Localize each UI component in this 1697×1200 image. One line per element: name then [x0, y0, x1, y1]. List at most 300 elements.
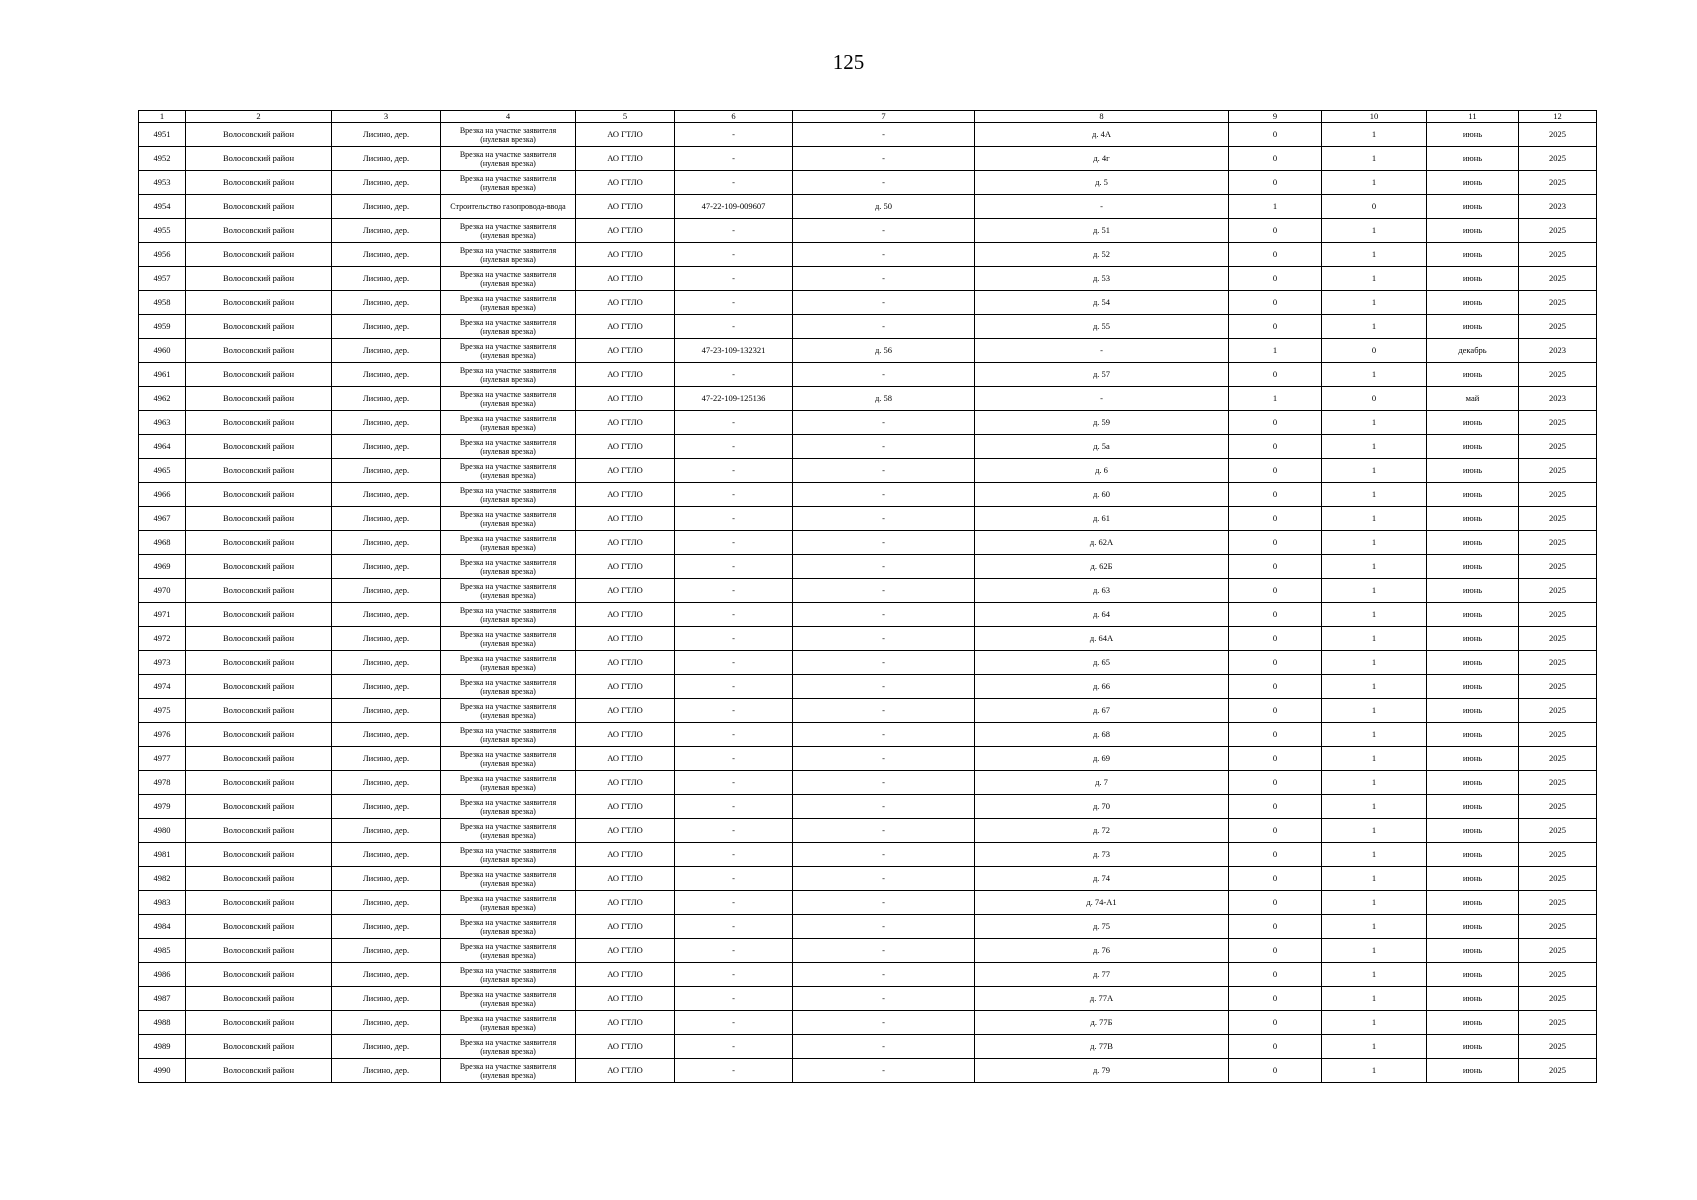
- column-9-cell: 0: [1229, 963, 1322, 987]
- work-type-cell: [441, 963, 576, 987]
- locality-cell: Лисино, дер.: [332, 987, 441, 1011]
- work-type-cell: [441, 555, 576, 579]
- organization-cell: АО ГТЛО: [576, 243, 675, 267]
- organization-cell: АО ГТЛО: [576, 603, 675, 627]
- work-type-line: Врезка на участке заявителя: [459, 389, 557, 399]
- table-row: [139, 243, 1597, 267]
- table-row: [139, 915, 1597, 939]
- column-9-cell: 1: [1229, 339, 1322, 363]
- work-type-cell: [441, 915, 576, 939]
- locality-cell: Лисино, дер.: [332, 195, 441, 219]
- row-number-cell: 4963: [139, 411, 186, 435]
- column-10-cell: 1: [1322, 771, 1427, 795]
- column-9-cell: 0: [1229, 555, 1322, 579]
- contract-number-cell: -: [675, 699, 793, 723]
- month-cell: июнь: [1427, 1011, 1519, 1035]
- row-number-cell: 4961: [139, 363, 186, 387]
- month-cell: июнь: [1427, 195, 1519, 219]
- column-number: 7: [793, 111, 975, 123]
- month-cell: июнь: [1427, 1059, 1519, 1083]
- column-7-cell: -: [793, 915, 975, 939]
- column-8-cell: д. 64А: [975, 627, 1229, 651]
- column-7-cell: -: [793, 171, 975, 195]
- row-number-cell: 4959: [139, 315, 186, 339]
- table-row: [139, 867, 1597, 891]
- row-number-cell: 4988: [139, 1011, 186, 1035]
- work-type-line: (нулевая врезка): [480, 494, 536, 504]
- district-cell: Волосовский район: [186, 387, 332, 411]
- locality-cell: Лисино, дер.: [332, 315, 441, 339]
- table-row: [139, 963, 1597, 987]
- work-type-line: Врезка на участке заявителя: [459, 653, 557, 663]
- column-10-cell: 1: [1322, 915, 1427, 939]
- column-9-cell: 0: [1229, 123, 1322, 147]
- table-row: [139, 891, 1597, 915]
- contract-number-cell: -: [675, 1035, 793, 1059]
- work-type-line: Врезка на участке заявителя: [459, 677, 557, 687]
- column-7-cell: -: [793, 843, 975, 867]
- year-cell: 2025: [1519, 123, 1597, 147]
- contract-number-cell: -: [675, 171, 793, 195]
- district-cell: Волосовский район: [186, 531, 332, 555]
- column-8-cell: д. 61: [975, 507, 1229, 531]
- contract-number-cell: -: [675, 795, 793, 819]
- organization-cell: АО ГТЛО: [576, 531, 675, 555]
- work-type-line: (нулевая врезка): [480, 350, 536, 360]
- column-10-cell: 1: [1322, 843, 1427, 867]
- column-8-cell: д. 64: [975, 603, 1229, 627]
- column-8-cell: д. 5а: [975, 435, 1229, 459]
- work-type-line: Врезка на участке заявителя: [459, 437, 557, 447]
- column-7-cell: -: [793, 1059, 975, 1083]
- locality-cell: Лисино, дер.: [332, 1035, 441, 1059]
- work-type-cell: [441, 387, 576, 411]
- row-number-cell: 4967: [139, 507, 186, 531]
- contract-number-cell: -: [675, 267, 793, 291]
- locality-cell: Лисино, дер.: [332, 171, 441, 195]
- column-number: 6: [675, 111, 793, 123]
- district-cell: Волосовский район: [186, 915, 332, 939]
- column-number: 9: [1229, 111, 1322, 123]
- table-row: [139, 459, 1597, 483]
- organization-cell: АО ГТЛО: [576, 939, 675, 963]
- contract-number-cell: -: [675, 291, 793, 315]
- work-type-line: Строительство газопровода-ввода: [450, 202, 566, 211]
- work-type-cell: [441, 531, 576, 555]
- page-number: 125: [832, 50, 865, 74]
- locality-cell: Лисино, дер.: [332, 339, 441, 363]
- work-type-cell: [441, 843, 576, 867]
- work-type-line: Врезка на участке заявителя: [459, 845, 557, 855]
- table-row: [139, 1011, 1597, 1035]
- table-row: [139, 531, 1597, 555]
- month-cell: июнь: [1427, 267, 1519, 291]
- work-type-cell: [441, 675, 576, 699]
- month-cell: июнь: [1427, 627, 1519, 651]
- month-cell: июнь: [1427, 891, 1519, 915]
- column-7-cell: -: [793, 123, 975, 147]
- work-type-line: (нулевая врезка): [480, 230, 536, 240]
- organization-cell: АО ГТЛО: [576, 483, 675, 507]
- month-cell: июнь: [1427, 219, 1519, 243]
- table-row: [139, 291, 1597, 315]
- work-type-line: (нулевая врезка): [480, 254, 536, 264]
- column-10-cell: 1: [1322, 651, 1427, 675]
- table-row: [139, 315, 1597, 339]
- organization-cell: АО ГТЛО: [576, 867, 675, 891]
- locality-cell: Лисино, дер.: [332, 1059, 441, 1083]
- work-type-line: (нулевая врезка): [480, 878, 536, 888]
- column-8-cell: д. 70: [975, 795, 1229, 819]
- work-type-cell: [441, 651, 576, 675]
- work-type-line: Врезка на участке заявителя: [459, 365, 557, 375]
- year-cell: 2025: [1519, 771, 1597, 795]
- row-number-cell: 4957: [139, 267, 186, 291]
- table-row: [139, 747, 1597, 771]
- work-type-cell: [441, 123, 576, 147]
- work-type-line: (нулевая врезка): [480, 854, 536, 864]
- table-row: [139, 555, 1597, 579]
- work-type-line: (нулевая врезка): [480, 422, 536, 432]
- work-type-line: Врезка на участке заявителя: [459, 1037, 557, 1047]
- year-cell: 2025: [1519, 435, 1597, 459]
- column-9-cell: 0: [1229, 699, 1322, 723]
- contract-number-cell: -: [675, 627, 793, 651]
- row-number-cell: 4973: [139, 651, 186, 675]
- year-cell: 2025: [1519, 291, 1597, 315]
- work-type-cell: [441, 891, 576, 915]
- column-9-cell: 0: [1229, 411, 1322, 435]
- district-cell: Волосовский район: [186, 651, 332, 675]
- column-8-cell: -: [975, 195, 1229, 219]
- column-10-cell: 1: [1322, 435, 1427, 459]
- contract-number-cell: -: [675, 987, 793, 1011]
- column-7-cell: -: [793, 315, 975, 339]
- month-cell: декабрь: [1427, 339, 1519, 363]
- column-8-cell: д. 52: [975, 243, 1229, 267]
- column-10-cell: 1: [1322, 1011, 1427, 1035]
- year-cell: 2025: [1519, 171, 1597, 195]
- work-type-cell: [441, 987, 576, 1011]
- locality-cell: Лисино, дер.: [332, 867, 441, 891]
- work-type-line: Врезка на участке заявителя: [459, 629, 557, 639]
- year-cell: 2023: [1519, 387, 1597, 411]
- district-cell: Волосовский район: [186, 243, 332, 267]
- column-8-cell: д. 60: [975, 483, 1229, 507]
- organization-cell: АО ГТЛО: [576, 195, 675, 219]
- district-cell: Волосовский район: [186, 483, 332, 507]
- work-type-cell: [441, 603, 576, 627]
- column-8-cell: д. 54: [975, 291, 1229, 315]
- district-cell: Волосовский район: [186, 1035, 332, 1059]
- locality-cell: Лисино, дер.: [332, 219, 441, 243]
- column-10-cell: 1: [1322, 1035, 1427, 1059]
- column-9-cell: 0: [1229, 627, 1322, 651]
- column-10-cell: 1: [1322, 123, 1427, 147]
- locality-cell: Лисино, дер.: [332, 627, 441, 651]
- table-row: [139, 147, 1597, 171]
- contract-number-cell: -: [675, 507, 793, 531]
- column-9-cell: 0: [1229, 507, 1322, 531]
- organization-cell: АО ГТЛО: [576, 723, 675, 747]
- work-type-line: Врезка на участке заявителя: [459, 533, 557, 543]
- work-type-cell: [441, 459, 576, 483]
- row-number-cell: 4968: [139, 531, 186, 555]
- column-10-cell: 1: [1322, 555, 1427, 579]
- column-7-cell: -: [793, 627, 975, 651]
- column-number: 8: [975, 111, 1229, 123]
- work-type-line: (нулевая врезка): [480, 134, 536, 144]
- district-cell: Волосовский район: [186, 795, 332, 819]
- work-type-cell: [441, 1035, 576, 1059]
- column-7-cell: -: [793, 267, 975, 291]
- column-8-cell: д. 65: [975, 651, 1229, 675]
- locality-cell: Лисино, дер.: [332, 483, 441, 507]
- district-cell: Волосовский район: [186, 963, 332, 987]
- column-7-cell: -: [793, 411, 975, 435]
- month-cell: июнь: [1427, 459, 1519, 483]
- column-8-cell: д. 7: [975, 771, 1229, 795]
- month-cell: июнь: [1427, 771, 1519, 795]
- register-body: [139, 111, 1597, 1083]
- district-cell: Волосовский район: [186, 1059, 332, 1083]
- column-8-cell: д. 77А: [975, 987, 1229, 1011]
- district-cell: Волосовский район: [186, 699, 332, 723]
- column-10-cell: 1: [1322, 147, 1427, 171]
- column-10-cell: 1: [1322, 795, 1427, 819]
- column-number: 12: [1519, 111, 1597, 123]
- work-type-line: (нулевая врезка): [480, 638, 536, 648]
- year-cell: 2025: [1519, 723, 1597, 747]
- work-type-line: Врезка на участке заявителя: [459, 173, 557, 183]
- column-number: 5: [576, 111, 675, 123]
- organization-cell: АО ГТЛО: [576, 987, 675, 1011]
- locality-cell: Лисино, дер.: [332, 651, 441, 675]
- locality-cell: Лисино, дер.: [332, 531, 441, 555]
- row-number-cell: 4965: [139, 459, 186, 483]
- month-cell: июнь: [1427, 915, 1519, 939]
- row-number-cell: 4962: [139, 387, 186, 411]
- column-8-cell: д. 4г: [975, 147, 1229, 171]
- column-7-cell: -: [793, 603, 975, 627]
- year-cell: 2025: [1519, 699, 1597, 723]
- work-type-line: Врезка на участке заявителя: [459, 917, 557, 927]
- work-type-line: Врезка на участке заявителя: [459, 269, 557, 279]
- column-9-cell: 0: [1229, 603, 1322, 627]
- contract-number-cell: 47-22-109-009607: [675, 195, 793, 219]
- column-10-cell: 1: [1322, 579, 1427, 603]
- organization-cell: АО ГТЛО: [576, 747, 675, 771]
- work-type-cell: [441, 771, 576, 795]
- row-number-cell: 4984: [139, 915, 186, 939]
- row-number-cell: 4975: [139, 699, 186, 723]
- column-9-cell: 0: [1229, 1011, 1322, 1035]
- column-9-cell: 0: [1229, 1035, 1322, 1059]
- district-cell: Волосовский район: [186, 843, 332, 867]
- table-row: [139, 267, 1597, 291]
- column-7-cell: -: [793, 699, 975, 723]
- work-type-line: (нулевая врезка): [480, 758, 536, 768]
- column-7-cell: -: [793, 675, 975, 699]
- district-cell: Волосовский район: [186, 939, 332, 963]
- district-cell: Волосовский район: [186, 267, 332, 291]
- year-cell: 2025: [1519, 219, 1597, 243]
- table-row: [139, 699, 1597, 723]
- column-10-cell: 1: [1322, 747, 1427, 771]
- organization-cell: АО ГТЛО: [576, 699, 675, 723]
- table-row: [139, 1035, 1597, 1059]
- row-number-cell: 4979: [139, 795, 186, 819]
- year-cell: 2025: [1519, 843, 1597, 867]
- year-cell: 2023: [1519, 195, 1597, 219]
- column-9-cell: 0: [1229, 219, 1322, 243]
- work-type-cell: [441, 795, 576, 819]
- row-number-cell: 4958: [139, 291, 186, 315]
- year-cell: 2025: [1519, 651, 1597, 675]
- row-number-cell: 4956: [139, 243, 186, 267]
- column-10-cell: 1: [1322, 603, 1427, 627]
- column-10-cell: 1: [1322, 963, 1427, 987]
- column-number: 4: [441, 111, 576, 123]
- column-number: 3: [332, 111, 441, 123]
- column-8-cell: д. 77: [975, 963, 1229, 987]
- district-cell: Волосовский район: [186, 411, 332, 435]
- table-row: [139, 675, 1597, 699]
- work-type-line: Врезка на участке заявителя: [459, 245, 557, 255]
- district-cell: Волосовский район: [186, 867, 332, 891]
- column-8-cell: д. 53: [975, 267, 1229, 291]
- organization-cell: АО ГТЛО: [576, 387, 675, 411]
- row-number-cell: 4982: [139, 867, 186, 891]
- month-cell: июнь: [1427, 963, 1519, 987]
- column-10-cell: 1: [1322, 363, 1427, 387]
- month-cell: июнь: [1427, 531, 1519, 555]
- column-8-cell: д. 72: [975, 819, 1229, 843]
- column-10-cell: 1: [1322, 891, 1427, 915]
- table-row: [139, 603, 1597, 627]
- locality-cell: Лисино, дер.: [332, 747, 441, 771]
- column-7-cell: -: [793, 747, 975, 771]
- contract-number-cell: -: [675, 1011, 793, 1035]
- work-type-cell: [441, 435, 576, 459]
- work-type-line: (нулевая врезка): [480, 1070, 536, 1080]
- column-10-cell: 1: [1322, 675, 1427, 699]
- column-7-cell: -: [793, 147, 975, 171]
- year-cell: 2025: [1519, 987, 1597, 1011]
- contract-number-cell: -: [675, 915, 793, 939]
- work-type-line: (нулевая врезка): [480, 470, 536, 480]
- district-cell: Волосовский район: [186, 819, 332, 843]
- month-cell: июнь: [1427, 819, 1519, 843]
- column-number-row: [139, 111, 1597, 123]
- column-9-cell: 0: [1229, 723, 1322, 747]
- column-10-cell: 0: [1322, 339, 1427, 363]
- work-type-line: Врезка на участке заявителя: [459, 1013, 557, 1023]
- organization-cell: АО ГТЛО: [576, 1011, 675, 1035]
- column-10-cell: 1: [1322, 507, 1427, 531]
- year-cell: 2025: [1519, 147, 1597, 171]
- column-9-cell: 0: [1229, 147, 1322, 171]
- district-cell: Волосовский район: [186, 171, 332, 195]
- row-number-cell: 4969: [139, 555, 186, 579]
- locality-cell: Лисино, дер.: [332, 243, 441, 267]
- organization-cell: АО ГТЛО: [576, 267, 675, 291]
- column-number: 11: [1427, 111, 1519, 123]
- work-type-cell: [441, 1059, 576, 1083]
- work-type-line: Врезка на участке заявителя: [459, 965, 557, 975]
- column-8-cell: д. 74: [975, 867, 1229, 891]
- locality-cell: Лисино, дер.: [332, 579, 441, 603]
- contract-number-cell: -: [675, 723, 793, 747]
- row-number-cell: 4983: [139, 891, 186, 915]
- organization-cell: АО ГТЛО: [576, 219, 675, 243]
- year-cell: 2025: [1519, 819, 1597, 843]
- work-type-line: Врезка на участке заявителя: [459, 1061, 557, 1071]
- table-row: [139, 507, 1597, 531]
- work-type-cell: [441, 819, 576, 843]
- column-9-cell: 0: [1229, 435, 1322, 459]
- column-7-cell: -: [793, 219, 975, 243]
- district-cell: Волосовский район: [186, 579, 332, 603]
- year-cell: 2025: [1519, 411, 1597, 435]
- row-number-cell: 4980: [139, 819, 186, 843]
- work-type-line: Врезка на участке заявителя: [459, 869, 557, 879]
- work-type-line: (нулевая врезка): [480, 326, 536, 336]
- month-cell: июнь: [1427, 603, 1519, 627]
- row-number-cell: 4955: [139, 219, 186, 243]
- month-cell: июнь: [1427, 555, 1519, 579]
- column-10-cell: 1: [1322, 867, 1427, 891]
- contract-number-cell: -: [675, 939, 793, 963]
- column-10-cell: 1: [1322, 459, 1427, 483]
- column-10-cell: 1: [1322, 627, 1427, 651]
- column-8-cell: д. 6: [975, 459, 1229, 483]
- column-7-cell: д. 56: [793, 339, 975, 363]
- month-cell: июнь: [1427, 243, 1519, 267]
- organization-cell: АО ГТЛО: [576, 363, 675, 387]
- district-cell: Волосовский район: [186, 675, 332, 699]
- district-cell: Волосовский район: [186, 1011, 332, 1035]
- row-number-cell: 4986: [139, 963, 186, 987]
- work-type-line: Врезка на участке заявителя: [459, 149, 557, 159]
- district-cell: Волосовский район: [186, 747, 332, 771]
- work-type-cell: [441, 243, 576, 267]
- work-type-line: (нулевая врезка): [480, 446, 536, 456]
- column-8-cell: -: [975, 387, 1229, 411]
- district-cell: Волосовский район: [186, 219, 332, 243]
- year-cell: 2025: [1519, 675, 1597, 699]
- row-number-cell: 4978: [139, 771, 186, 795]
- column-9-cell: 0: [1229, 819, 1322, 843]
- contract-number-cell: -: [675, 363, 793, 387]
- column-8-cell: д. 75: [975, 915, 1229, 939]
- month-cell: июнь: [1427, 699, 1519, 723]
- column-8-cell: д. 4А: [975, 123, 1229, 147]
- district-cell: Волосовский район: [186, 435, 332, 459]
- column-number: 2: [186, 111, 332, 123]
- organization-cell: АО ГТЛО: [576, 651, 675, 675]
- work-type-cell: [441, 291, 576, 315]
- column-7-cell: -: [793, 939, 975, 963]
- organization-cell: АО ГТЛО: [576, 819, 675, 843]
- column-8-cell: д. 55: [975, 315, 1229, 339]
- locality-cell: Лисино, дер.: [332, 411, 441, 435]
- organization-cell: АО ГТЛО: [576, 291, 675, 315]
- year-cell: 2025: [1519, 483, 1597, 507]
- table-row: [139, 363, 1597, 387]
- column-8-cell: д. 63: [975, 579, 1229, 603]
- organization-cell: АО ГТЛО: [576, 147, 675, 171]
